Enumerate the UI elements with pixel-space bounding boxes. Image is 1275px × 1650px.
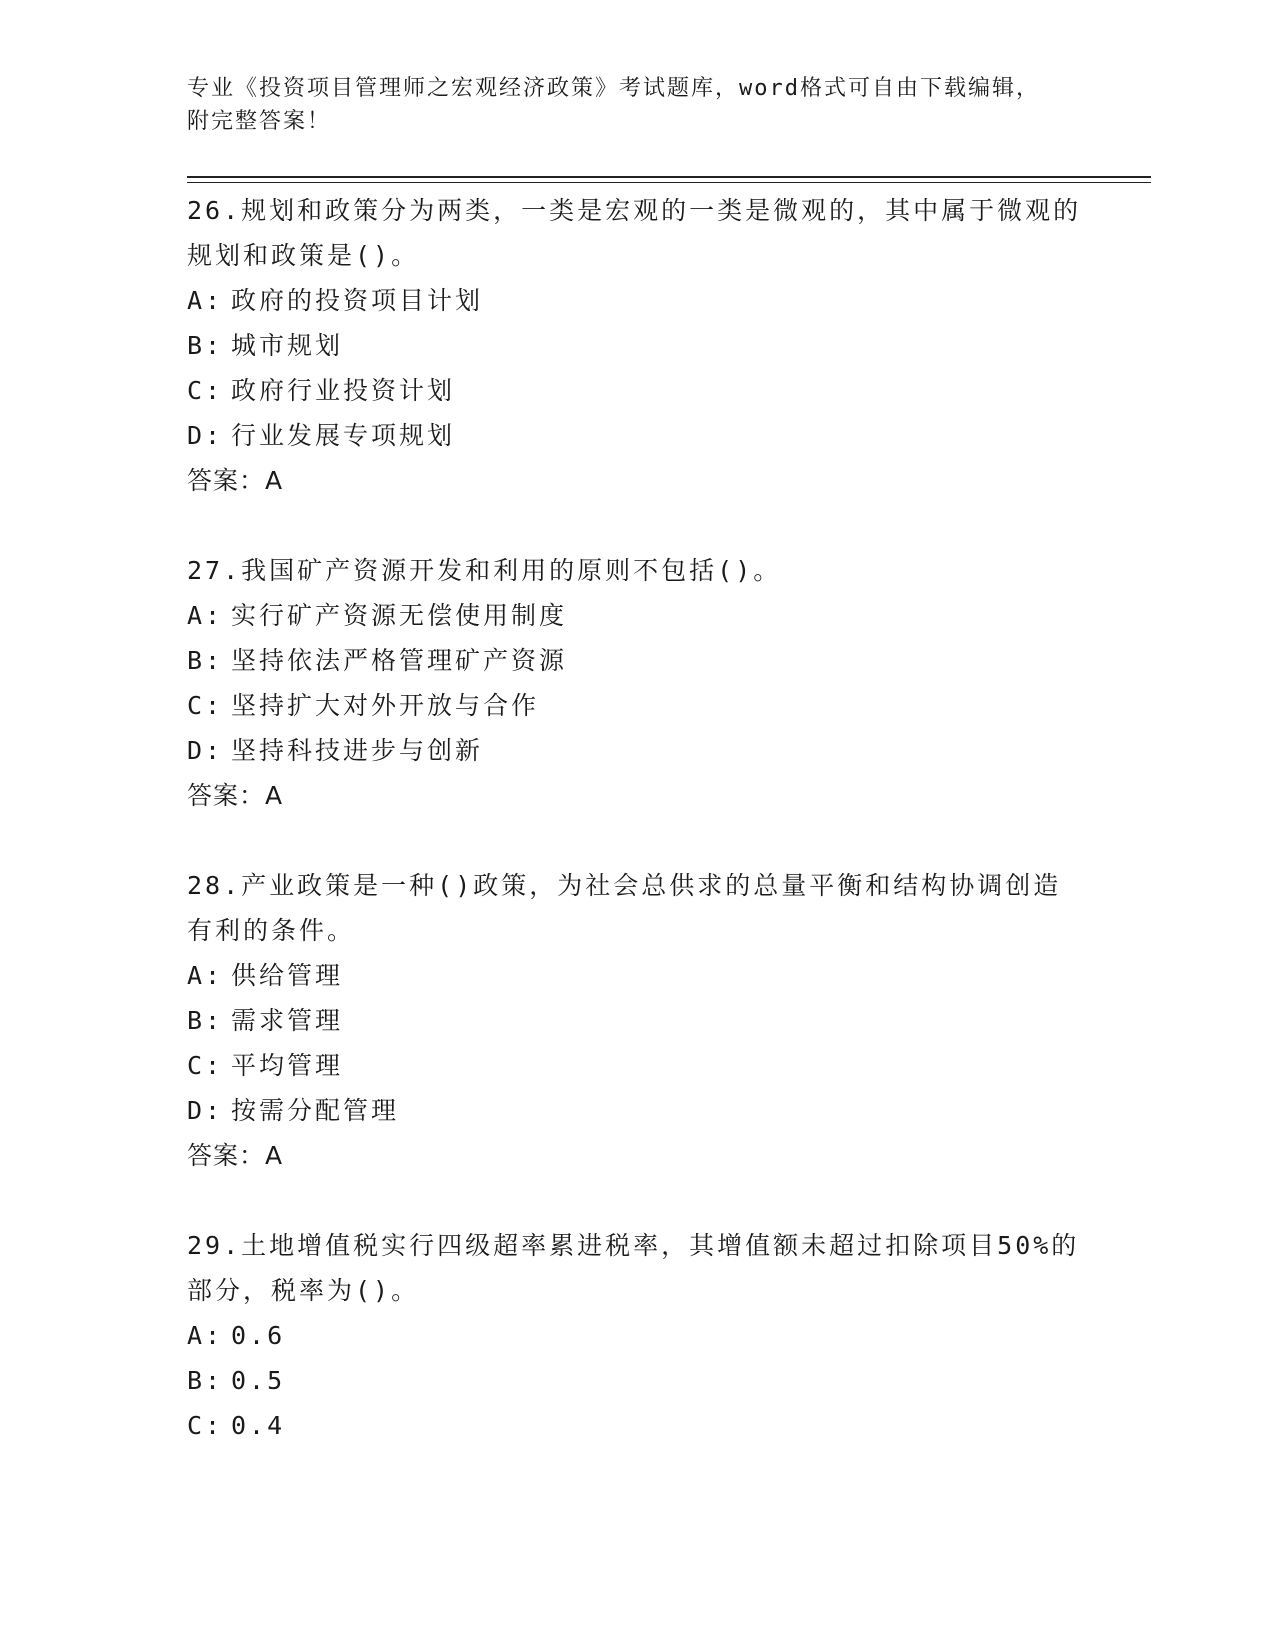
option-c — [187, 1403, 1087, 1448]
question-stem: 26.规划和政策分为两类，一类是宏观的一类是微观的，其中属于微观的规划和政策是()。 — [187, 196, 1082, 270]
option-d — [187, 413, 1087, 458]
option-text: 供给管理 — [231, 961, 344, 990]
header-divider-thin — [187, 182, 1151, 183]
option-letter: A: — [187, 1321, 224, 1350]
option-text: 坚持依法严格管理矿产资源 — [231, 646, 568, 675]
option-letter: B: — [187, 646, 224, 675]
option-a — [187, 278, 1087, 323]
option-letter: A: — [187, 961, 224, 990]
option-c — [187, 683, 1087, 728]
option-letter: C: — [187, 691, 224, 720]
option-letter: D: — [187, 421, 224, 450]
option-b — [187, 638, 1087, 683]
option-text: 政府的投资项目计划 — [231, 286, 484, 315]
question-28 — [187, 863, 1087, 1178]
question-29 — [187, 1223, 1087, 1448]
option-text: 行业发展专项规划 — [231, 421, 456, 450]
option-text: 需求管理 — [231, 1006, 344, 1035]
option-letter: D: — [187, 1096, 224, 1125]
option-text: 平均管理 — [231, 1051, 344, 1080]
option-letter: B: — [187, 331, 224, 360]
option-text: 按需分配管理 — [231, 1096, 400, 1125]
option-letter: A: — [187, 601, 224, 630]
question-stem: 27.我国矿产资源开发和利用的原则不包括()。 — [187, 556, 782, 585]
option-letter: A: — [187, 286, 224, 315]
option-a — [187, 1313, 1087, 1358]
header-line-2: 附完整答案！ — [187, 109, 332, 134]
answer-line: 答案：A — [187, 781, 284, 810]
option-text: 0.5 — [231, 1366, 286, 1395]
option-letter: B: — [187, 1006, 224, 1035]
question-26 — [187, 188, 1087, 503]
option-text: 政府行业投资计划 — [231, 376, 456, 405]
option-text: 坚持扩大对外开放与合作 — [231, 691, 540, 720]
question-stem: 29.土地增值税实行四级超率累进税率，其增值额未超过扣除项目50%的部分，税率为()。 — [187, 1231, 1080, 1305]
option-b — [187, 1358, 1087, 1403]
option-d — [187, 1088, 1087, 1133]
option-letter: C: — [187, 1051, 224, 1080]
option-letter: C: — [187, 376, 224, 405]
question-list — [187, 188, 1087, 1493]
question-stem: 28.产业政策是一种()政策，为社会总供求的总量平衡和结构协调创造有利的条件。 — [187, 871, 1062, 945]
option-letter: D: — [187, 736, 224, 765]
document-header — [187, 72, 1067, 138]
option-text: 0.4 — [231, 1411, 286, 1440]
option-c — [187, 1043, 1087, 1088]
question-27 — [187, 548, 1087, 818]
option-letter: B: — [187, 1366, 224, 1395]
answer-line: 答案：A — [187, 1141, 284, 1170]
option-text: 实行矿产资源无偿使用制度 — [231, 601, 568, 630]
option-b — [187, 323, 1087, 368]
header-line-1: 专业《投资项目管理师之宏观经济政策》考试题库，word格式可自由下载编辑， — [187, 76, 1040, 101]
option-text: 0.6 — [231, 1321, 286, 1350]
option-text: 坚持科技进步与创新 — [231, 736, 484, 765]
option-d — [187, 728, 1087, 773]
answer-line: 答案：A — [187, 466, 284, 495]
option-letter: C: — [187, 1411, 224, 1440]
option-b — [187, 998, 1087, 1043]
option-text: 城市规划 — [231, 331, 344, 360]
option-a — [187, 953, 1087, 998]
option-c — [187, 368, 1087, 413]
option-a — [187, 593, 1087, 638]
header-divider-thick — [187, 176, 1151, 178]
